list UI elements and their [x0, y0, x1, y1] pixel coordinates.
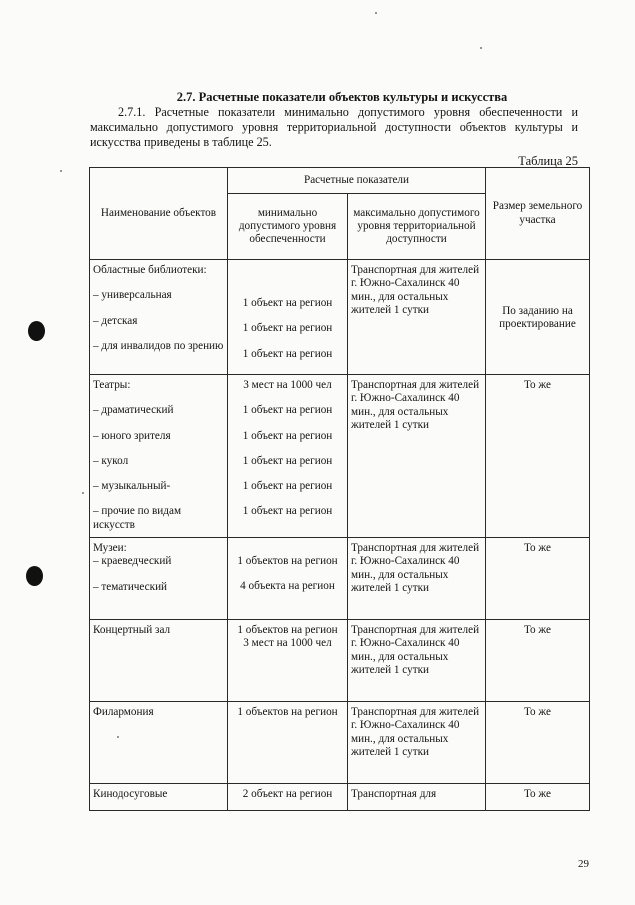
object-title: Филармония [93, 706, 154, 718]
min-provision-value: 1 объект на регион [242, 404, 333, 417]
scan-speck [60, 170, 62, 172]
cell-min-provision [228, 375, 348, 538]
header-name: Наименование объектов [90, 168, 228, 260]
min-provision-title: 3 мест на 1000 чел [243, 379, 332, 391]
min-provision-value: 1 объект на регион [242, 347, 333, 360]
min-provision-value: 1 объектов на регион [237, 555, 338, 567]
scan-speck [375, 12, 377, 14]
cell-land-size: То же [486, 702, 590, 784]
cell-object-name [90, 702, 228, 784]
cell-object-name [90, 538, 228, 620]
cell-max-accessibility: Транспортная для [348, 784, 486, 811]
object-subtype: – для инвалидов по зрению [93, 339, 224, 352]
cell-max-accessibility: Транспортная для жителей г. Южно-Сахалинск 40 мин., для остальных жителей 1 сутки [348, 538, 486, 620]
cell-object-name [90, 260, 228, 375]
cell-land-size: То же [486, 538, 590, 620]
cell-max-accessibility: Транспортная для жителей г. Южно-Сахалинск 40 мин., для остальных жителей 1 сутки [348, 260, 486, 375]
object-subtype: – детская [93, 314, 138, 327]
cell-object-name [90, 620, 228, 702]
cell-max-accessibility: Транспортная для жителей г. Южно-Сахалинск 40 мин., для остальных жителей 1 сутки [348, 375, 486, 538]
scan-speck [117, 736, 119, 738]
section-heading: 2.7. Расчетные показатели объектов культуры и искусства [176, 90, 508, 104]
table-header-row [90, 168, 590, 194]
table-row [90, 784, 590, 811]
object-title: Кинодосуговые [93, 788, 168, 800]
header-group: Расчетные показатели [228, 168, 486, 194]
cell-max-accessibility: Транспортная для жителей г. Южно-Сахалинск 40 мин., для остальных жителей 1 сутки [348, 620, 486, 702]
object-subtype: – музыкальный- [93, 480, 171, 493]
min-provision-value: 1 объект на регион [242, 429, 333, 442]
table-caption: Таблица 25 [518, 154, 578, 168]
cell-land-size: То же [486, 375, 590, 538]
min-provision-value: 1 объект на регион [242, 505, 333, 518]
punch-hole-mark [26, 566, 43, 586]
header-land: Размер земельного участка [486, 168, 590, 260]
cell-land-size: То же [486, 784, 590, 811]
min-provision-value: 4 объекта на регион [240, 580, 335, 593]
table-row [90, 538, 590, 620]
min-provision-value: 3 мест на 1000 чел [243, 637, 332, 650]
object-subtype: – кукол [93, 454, 129, 467]
scan-speck [82, 492, 84, 494]
punch-hole-mark [28, 321, 45, 341]
min-provision-value: 1 объектов на регион [237, 706, 338, 718]
object-title: Музеи: [93, 542, 127, 554]
scan-speck [480, 47, 482, 49]
min-provision-value: 1 объект на регион [242, 322, 333, 335]
cell-land-size: То же [486, 620, 590, 702]
object-title: Областные библиотеки: [93, 264, 207, 276]
table-row [90, 702, 590, 784]
cell-land-size: По заданию на проектирование [486, 260, 590, 375]
header-max: максимально допустимого уровня территориальной доступности [348, 194, 486, 260]
object-subtype: – краеведческий [93, 555, 172, 568]
object-title: Концертный зал [93, 624, 171, 636]
table-row [90, 260, 590, 375]
cell-min-provision [228, 260, 348, 375]
header-min: минимально допустимого уровня обеспеченности [228, 194, 348, 260]
min-provision-value: 2 объект на регион [242, 788, 333, 800]
page-number: 29 [578, 858, 589, 870]
indicators-table [89, 167, 590, 811]
table-row [90, 620, 590, 702]
min-provision-value: 1 объектов на регион [237, 624, 338, 636]
cell-min-provision [228, 784, 348, 811]
object-title: Театры: [93, 379, 131, 391]
min-provision-value: 1 объект на регион [242, 480, 333, 493]
intro-number: 2.7.1. [118, 105, 146, 119]
cell-max-accessibility: Транспортная для жителей г. Южно-Сахалинск 40 мин., для остальных жителей 1 сутки [348, 702, 486, 784]
cell-object-name [90, 784, 228, 811]
min-provision-value: 1 объект на регион [242, 454, 333, 467]
object-subtype: – юного зрителя [93, 429, 171, 442]
cell-min-provision [228, 702, 348, 784]
intro-text: Расчетные показатели минимально допустимого уровня обеспеченности и максимально допустимого уровня территориальной доступности объектов культуры и искусства приведены в таблице 25. [90, 105, 578, 149]
cell-min-provision [228, 538, 348, 620]
cell-object-name [90, 375, 228, 538]
cell-min-provision [228, 620, 348, 702]
intro-paragraph [90, 105, 578, 150]
object-subtype: – тематический [93, 580, 168, 593]
object-subtype: – универсальная [93, 289, 172, 302]
object-subtype: – драматический [93, 404, 174, 417]
min-provision-value: 1 объект на регион [242, 297, 333, 309]
table-row [90, 375, 590, 538]
object-subtype: – прочие по видам искусств [93, 505, 182, 531]
